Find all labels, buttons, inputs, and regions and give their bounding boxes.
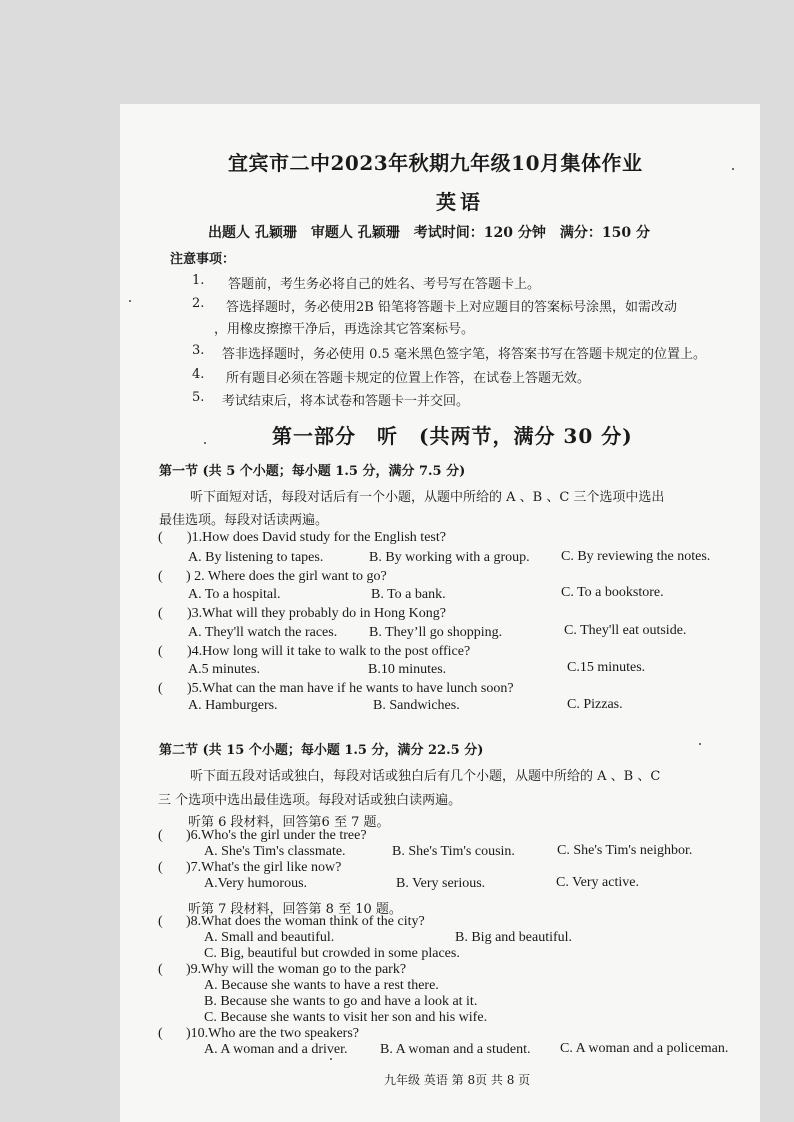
section2-heading: 第二节 (共 15 个小题；每小题 1.5 分，满分 22.5 分) bbox=[159, 743, 484, 758]
q9-option-a: A. Because she wants to have a rest there. bbox=[204, 978, 439, 993]
scan-speck bbox=[699, 743, 701, 745]
part1-title: 第一部分 听 (共两节，满分 30 分) bbox=[272, 424, 633, 448]
question-2: ) 2. Where does the girl want to go? bbox=[186, 569, 387, 584]
q3-option-b: B. They’ll go shopping. bbox=[369, 625, 503, 640]
answer-paren: ( bbox=[158, 1026, 163, 1041]
answer-paren: ( bbox=[158, 681, 163, 696]
notice-item-4: 所有题目必须在答题卡规定的位置上作答，在试卷上答题无效。 bbox=[226, 371, 591, 386]
notice-item-5: 考试结束后，将本试卷和答题卡一并交回。 bbox=[222, 394, 470, 409]
notice-item-3: 答非选择题时，务必使用 0.5 毫米黑色签字笔，将答案书写在答题卡规定的位置上。 bbox=[222, 347, 706, 362]
q10-option-a: A. A woman and a driver. bbox=[204, 1042, 348, 1057]
scan-speck bbox=[204, 442, 206, 444]
q8-option-c: C. Big, beautiful but crowded in some places. bbox=[204, 946, 460, 961]
question-4: )4.How long will it take to walk to the post office? bbox=[187, 644, 471, 659]
q4-option-c: C.15 minutes. bbox=[567, 660, 646, 675]
q5-option-c: C. Pizzas. bbox=[567, 697, 623, 712]
q6-option-c: C. She's Tim's neighbor. bbox=[557, 843, 693, 858]
q7-option-b: B. Very serious. bbox=[396, 876, 486, 891]
notice-num-2: 2. bbox=[192, 296, 205, 311]
section2-instruction: 听下面五段对话或独白，每段对话或独白后有几个小题，从题中所给的 A 、B 、C bbox=[190, 769, 661, 784]
question-5: )5.What can the man have if he wants to have lunch soon? bbox=[187, 681, 514, 696]
question-10: )10.Who are the two speakers? bbox=[186, 1026, 359, 1041]
question-7: )7.What's the girl like now? bbox=[186, 860, 342, 875]
q3-option-a: A. They'll watch the races. bbox=[188, 625, 338, 640]
q2-option-a: A. To a hospital. bbox=[188, 587, 281, 602]
q5-option-b: B. Sandwiches. bbox=[373, 698, 460, 713]
question-1: )1.How does David study for the English test? bbox=[187, 530, 446, 545]
page-footer: 九年级 英语 第 8页 共 8 页 bbox=[384, 1073, 531, 1087]
section1-instruction: 听下面短对话，每段对话后有一个小题，从题中所给的 A 、B 、C 三个选项中选出 bbox=[190, 490, 665, 505]
section1-heading: 第一节 (共 5 个小题；每小题 1.5 分，满分 7.5 分) bbox=[159, 464, 466, 479]
q8-option-b: B. Big and beautiful. bbox=[455, 930, 573, 945]
q10-option-b: B. A woman and a student. bbox=[380, 1042, 531, 1057]
q3-option-c: C. They'll eat outside. bbox=[564, 623, 687, 638]
scan-speck bbox=[732, 168, 734, 170]
notice-num-1: 1. bbox=[192, 273, 205, 288]
q4-option-b: B.10 minutes. bbox=[368, 662, 447, 677]
q9-option-c: C. Because she wants to visit her son and his wife. bbox=[204, 1010, 488, 1025]
answer-paren: ( bbox=[158, 914, 163, 929]
answer-paren: ( bbox=[158, 962, 163, 977]
q6-option-a: A. She's Tim's classmate. bbox=[204, 844, 346, 859]
scan-speck bbox=[330, 1058, 332, 1060]
answer-paren: ( bbox=[158, 530, 163, 545]
q2-option-c: C. To a bookstore. bbox=[561, 585, 664, 600]
question-6: )6.Who's the girl under the tree? bbox=[186, 828, 367, 843]
notice-num-3: 3. bbox=[192, 343, 205, 358]
q5-option-a: A. Hamburgers. bbox=[188, 698, 278, 713]
q2-option-b: B. To a bank. bbox=[371, 587, 446, 602]
q8-option-a: A. Small and beautiful. bbox=[204, 930, 335, 945]
q4-option-a: A.5 minutes. bbox=[188, 662, 260, 677]
subject-title: 英语 bbox=[436, 190, 484, 214]
section2-instruction-cont: 三 个选项中选出最佳选项。每段对话或独白读两遍。 bbox=[158, 793, 462, 808]
q7-option-c: C. Very active. bbox=[556, 875, 639, 890]
answer-paren: ( bbox=[158, 644, 163, 659]
exam-title: 宜宾市二中2023年秋期九年级10月集体作业 bbox=[228, 151, 643, 175]
q6-option-b: B. She's Tim's cousin. bbox=[392, 844, 515, 859]
q1-option-a: A. By listening to tapes. bbox=[188, 550, 324, 565]
notice-num-4: 4. bbox=[192, 367, 205, 382]
q1-option-b: B. By working with a group. bbox=[369, 550, 530, 565]
answer-paren: ( bbox=[158, 860, 163, 875]
notice-item-2-cont: ，用橡皮擦擦干净后，再选涂其它答案标号。 bbox=[214, 322, 475, 337]
answer-paren: ( bbox=[158, 569, 163, 584]
question-3: )3.What will they probably do in Hong Kong? bbox=[187, 606, 446, 621]
notice-label: 注意事项： bbox=[170, 252, 236, 267]
exam-meta: 出题人 孔颖珊 审题人 孔颖珊 考试时间：120 分钟 满分：150 分 bbox=[208, 225, 650, 241]
q10-option-c: C. A woman and a policeman. bbox=[560, 1041, 729, 1056]
q7-option-a: A.Very humorous. bbox=[204, 876, 308, 891]
notice-num-5: 5. bbox=[192, 390, 205, 405]
section1-instruction-cont: 最佳选项。每段对话读两遍。 bbox=[159, 513, 329, 528]
material-6-label: 听第 6 段材料，回答第6 至 7 题。 bbox=[188, 815, 390, 830]
answer-paren: ( bbox=[158, 828, 163, 843]
scan-speck bbox=[129, 300, 131, 302]
notice-item-2: 答选择题时，务必使用2B 铅笔将答题卡上对应题目的答案标号涂黑，如需改动 bbox=[226, 300, 677, 315]
question-8: )8.What does the woman think of the city? bbox=[186, 914, 425, 929]
q9-option-b: B. Because she wants to go and have a look at it. bbox=[204, 994, 478, 1009]
question-9: )9.Why will the woman go to the park? bbox=[186, 962, 407, 977]
material-7-label: 听第 7 段材料，回答第 8 至 10 题。 bbox=[188, 902, 402, 917]
answer-paren: ( bbox=[158, 606, 163, 621]
notice-item-1: 答题前，考生务必将自己的姓名、考号写在答题卡上。 bbox=[228, 277, 541, 292]
q1-option-c: C. By reviewing the notes. bbox=[561, 549, 711, 564]
